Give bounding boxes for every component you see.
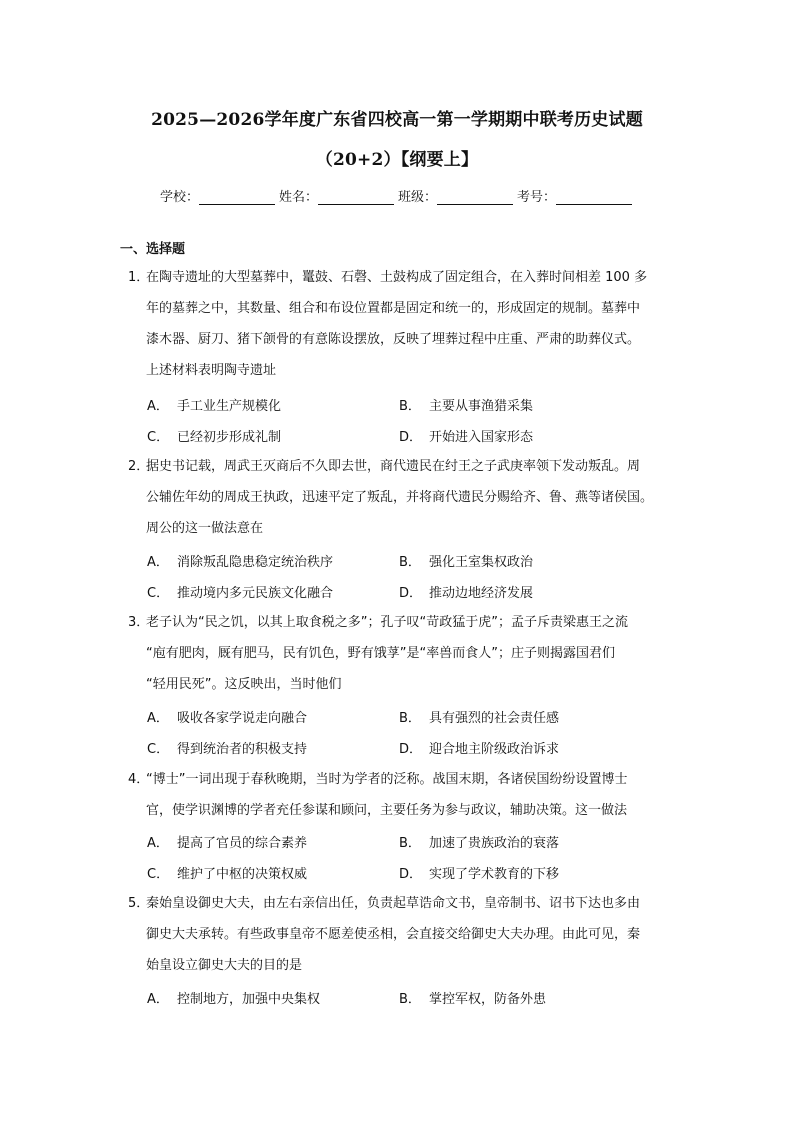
question-text-line: “博士”一词出现于春秋晚期，当时为学者的泛称。战国末期，各诸侯国纷纷设置博士 [146,772,628,787]
option-letter: D． [399,586,423,601]
option-text: 主要从事渔猎采集 [429,399,534,414]
option-letter: C． [147,867,170,882]
question-2 [128,451,688,544]
question-number: 1． [128,270,150,285]
option-letter: D． [399,742,423,757]
option-letter: A． [147,836,169,851]
question-text-line: 老子认为“民之饥，以其上取食税之多”；孔子叹“苛政猛于虎”；孟子斥责梁惠王之流 [146,615,628,630]
option-c[interactable] [147,582,333,601]
section-heading: 一、选择题 [120,242,186,257]
option-b[interactable] [399,988,546,1007]
exam-number-blank[interactable] [556,190,632,205]
question-1 [128,262,688,386]
question-text-line: 官，使学识渊博的学者充任参谋和顾问，主要任务为参与政议，辅助决策。这一做法 [146,803,628,818]
exam-subtitle: （20+2）【纲要上】 [315,150,479,170]
question-3 [128,607,688,700]
option-a[interactable] [147,551,333,570]
option-text: 控制地方，加强中央集权 [177,992,321,1007]
option-letter: C． [147,430,170,445]
name-label: 姓名： [279,190,319,205]
question-4 [128,764,688,826]
option-b[interactable] [399,395,533,414]
question-text-line: 秦始皇设御史大夫，由左右亲信出任，负责起草诰命文书，皇帝制书、诏书下达也多由 [146,896,641,911]
question-text-line: “庖有肥肉，厩有肥马，民有饥色，野有饿莩”是“率兽而食人”；庄子则揭露国君们 [146,646,615,661]
question-number: 4． [128,772,150,787]
question-text-line: 年的墓葬之中，其数量、组合和布设位置都是固定和统一的，形成固定的规制。墓葬中 [146,301,641,316]
option-b[interactable] [399,832,559,851]
option-text: 吸收各家学说走向融合 [177,711,308,726]
option-d[interactable] [399,738,559,757]
question-text-line: “轻用民死”。这反映出，当时他们 [146,677,342,692]
option-text: 开始进入国家形态 [429,430,534,445]
exam-title: 2025—2026学年度广东省四校高一第一学期期中联考历史试题 [151,110,643,130]
student-info-row [160,186,680,205]
school-blank[interactable] [199,190,275,205]
question-number: 2． [128,459,150,474]
exam-number-label: 考号： [517,190,557,205]
option-text: 维护了中枢的决策权威 [177,867,308,882]
option-text: 提高了官员的综合素养 [177,836,308,851]
question-text-line: 在陶寺遗址的大型墓葬中，鼍鼓、石磬、土鼓构成了固定组合，在入葬时间相差 100 多 [146,270,648,285]
question-text-line: 漆木器、厨刀、猪下颌骨的有意陈设摆放，反映了埋葬过程中庄重、严肃的助葬仪式。 [146,332,641,347]
option-c[interactable] [147,863,307,882]
option-text: 迎合地主阶级政治诉求 [429,742,560,757]
option-a[interactable] [147,988,320,1007]
option-d[interactable] [399,426,533,445]
class-blank[interactable] [437,190,513,205]
option-text: 强化王室集权政治 [429,555,534,570]
option-letter: D． [399,430,423,445]
question-5 [128,888,688,981]
question-text-line: 上述材料表明陶寺遗址 [146,363,277,378]
option-text: 消除叛乱隐患稳定统治秩序 [177,555,334,570]
option-letter: B． [399,992,421,1007]
option-letter: C． [147,742,170,757]
question-number: 3． [128,615,150,630]
question-text-line: 周公的这一做法意在 [146,521,264,536]
option-a[interactable] [147,395,281,414]
name-blank[interactable] [318,190,394,205]
option-a[interactable] [147,707,307,726]
option-text: 推动边地经济发展 [429,586,534,601]
option-letter: A． [147,992,169,1007]
option-letter: B． [399,555,421,570]
option-letter: B． [399,711,421,726]
option-d[interactable] [399,863,559,882]
option-b[interactable] [399,707,559,726]
option-letter: B． [399,399,421,414]
question-text-line: 始皇设立御史大夫的目的是 [146,958,303,973]
option-letter: A． [147,711,169,726]
option-text: 手工业生产规模化 [177,399,282,414]
option-text: 加速了贵族政治的衰落 [429,836,560,851]
school-label: 学校： [160,190,200,205]
option-text: 得到统治者的积极支持 [177,742,308,757]
option-letter: A． [147,555,169,570]
option-text: 实现了学术教育的下移 [429,867,560,882]
option-letter: D． [399,867,423,882]
option-text: 掌控军权，防备外患 [429,992,547,1007]
question-text-line: 御史大夫承转。有些政事皇帝不愿差使丞相，会直接交给御史大夫办理。由此可见，秦 [146,927,641,942]
question-text-line: 据史书记载，周武王灭商后不久即去世，商代遗民在纣王之子武庚率领下发动叛乱。周 [146,459,641,474]
option-d[interactable] [399,582,533,601]
option-b[interactable] [399,551,533,570]
option-letter: A． [147,399,169,414]
question-text-line: 公辅佐年幼的周成王执政，迅速平定了叛乱，并将商代遗民分赐给齐、鲁、燕等诸侯国。 [146,490,654,505]
option-text: 具有强烈的社会责任感 [429,711,560,726]
class-label: 班级： [398,190,438,205]
option-c[interactable] [147,426,281,445]
option-letter: C． [147,586,170,601]
question-number: 5． [128,896,150,911]
option-text: 推动境内多元民族文化融合 [177,586,334,601]
option-a[interactable] [147,832,307,851]
option-c[interactable] [147,738,307,757]
option-text: 已经初步形成礼制 [177,430,282,445]
option-letter: B． [399,836,421,851]
